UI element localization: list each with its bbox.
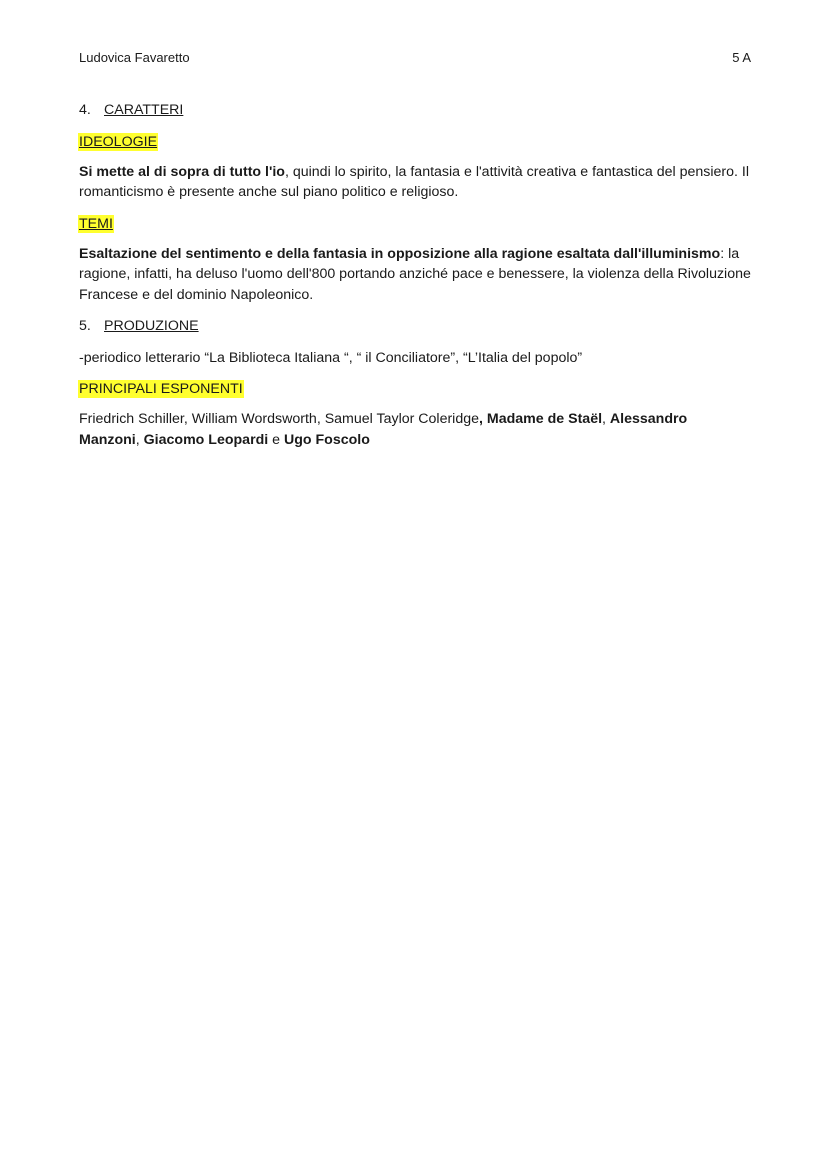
section-number: 4. bbox=[79, 102, 91, 118]
section-5-heading bbox=[79, 316, 751, 337]
section-number: 5. bbox=[79, 318, 91, 334]
esponenti-text: Friedrich Schiller, William Wordsworth, Samuel Taylor Coleridge bbox=[79, 411, 480, 427]
section-title: CARATTERI bbox=[104, 102, 184, 118]
esponenti-bold: , Madame de Staël bbox=[479, 411, 603, 427]
section-title: PRODUZIONE bbox=[104, 318, 199, 334]
ideologie-text: , quindi lo spirito, la fantasia e l'attività creativa e fantastica del pensiero. Il romanticismo è presente anche sul piano politico e religioso. bbox=[79, 163, 750, 200]
esponenti-paragraph bbox=[79, 409, 751, 450]
esponenti-sep: e bbox=[268, 431, 284, 448]
esponenti-sep: , bbox=[602, 411, 610, 427]
temi-bold-text: Esaltazione del sentimento e della fantasia in opposizione alla ragione esaltata dall'illuminismo bbox=[79, 245, 721, 262]
ideologie-bold-text: Si mette al di sopra di tutto l'io bbox=[79, 163, 285, 180]
esponenti-bold: Ugo Foscolo bbox=[283, 431, 370, 448]
page-header bbox=[79, 50, 751, 68]
esponenti-sep: , bbox=[135, 431, 144, 448]
temi-heading: TEMI bbox=[79, 215, 113, 232]
produzione-paragraph: -periodico letterario “La Biblioteca Italiana “, “ il Conciliatore”, “L’Italia del popolo” bbox=[79, 349, 583, 366]
esponenti-bold: Alessandro Manzoni bbox=[79, 411, 688, 448]
temi-paragraph bbox=[79, 244, 751, 306]
section-4-heading bbox=[79, 100, 751, 121]
class-label: 5 A bbox=[732, 50, 751, 65]
esponenti-bold: Giacomo Leopardi bbox=[143, 431, 269, 448]
ideologie-heading: IDEOLOGIE bbox=[79, 133, 158, 150]
author-name: Ludovica Favaretto bbox=[79, 50, 190, 65]
esponenti-heading: PRINCIPALI ESPONENTI bbox=[79, 381, 243, 397]
ideologie-paragraph bbox=[79, 162, 751, 203]
document-body bbox=[79, 100, 751, 461]
temi-text: : la ragione, infatti, ha deluso l'uomo dell'800 portando anziché pace e benessere, la violenza della Rivoluzione Francese e del dominio Napoleonico. bbox=[79, 245, 751, 303]
